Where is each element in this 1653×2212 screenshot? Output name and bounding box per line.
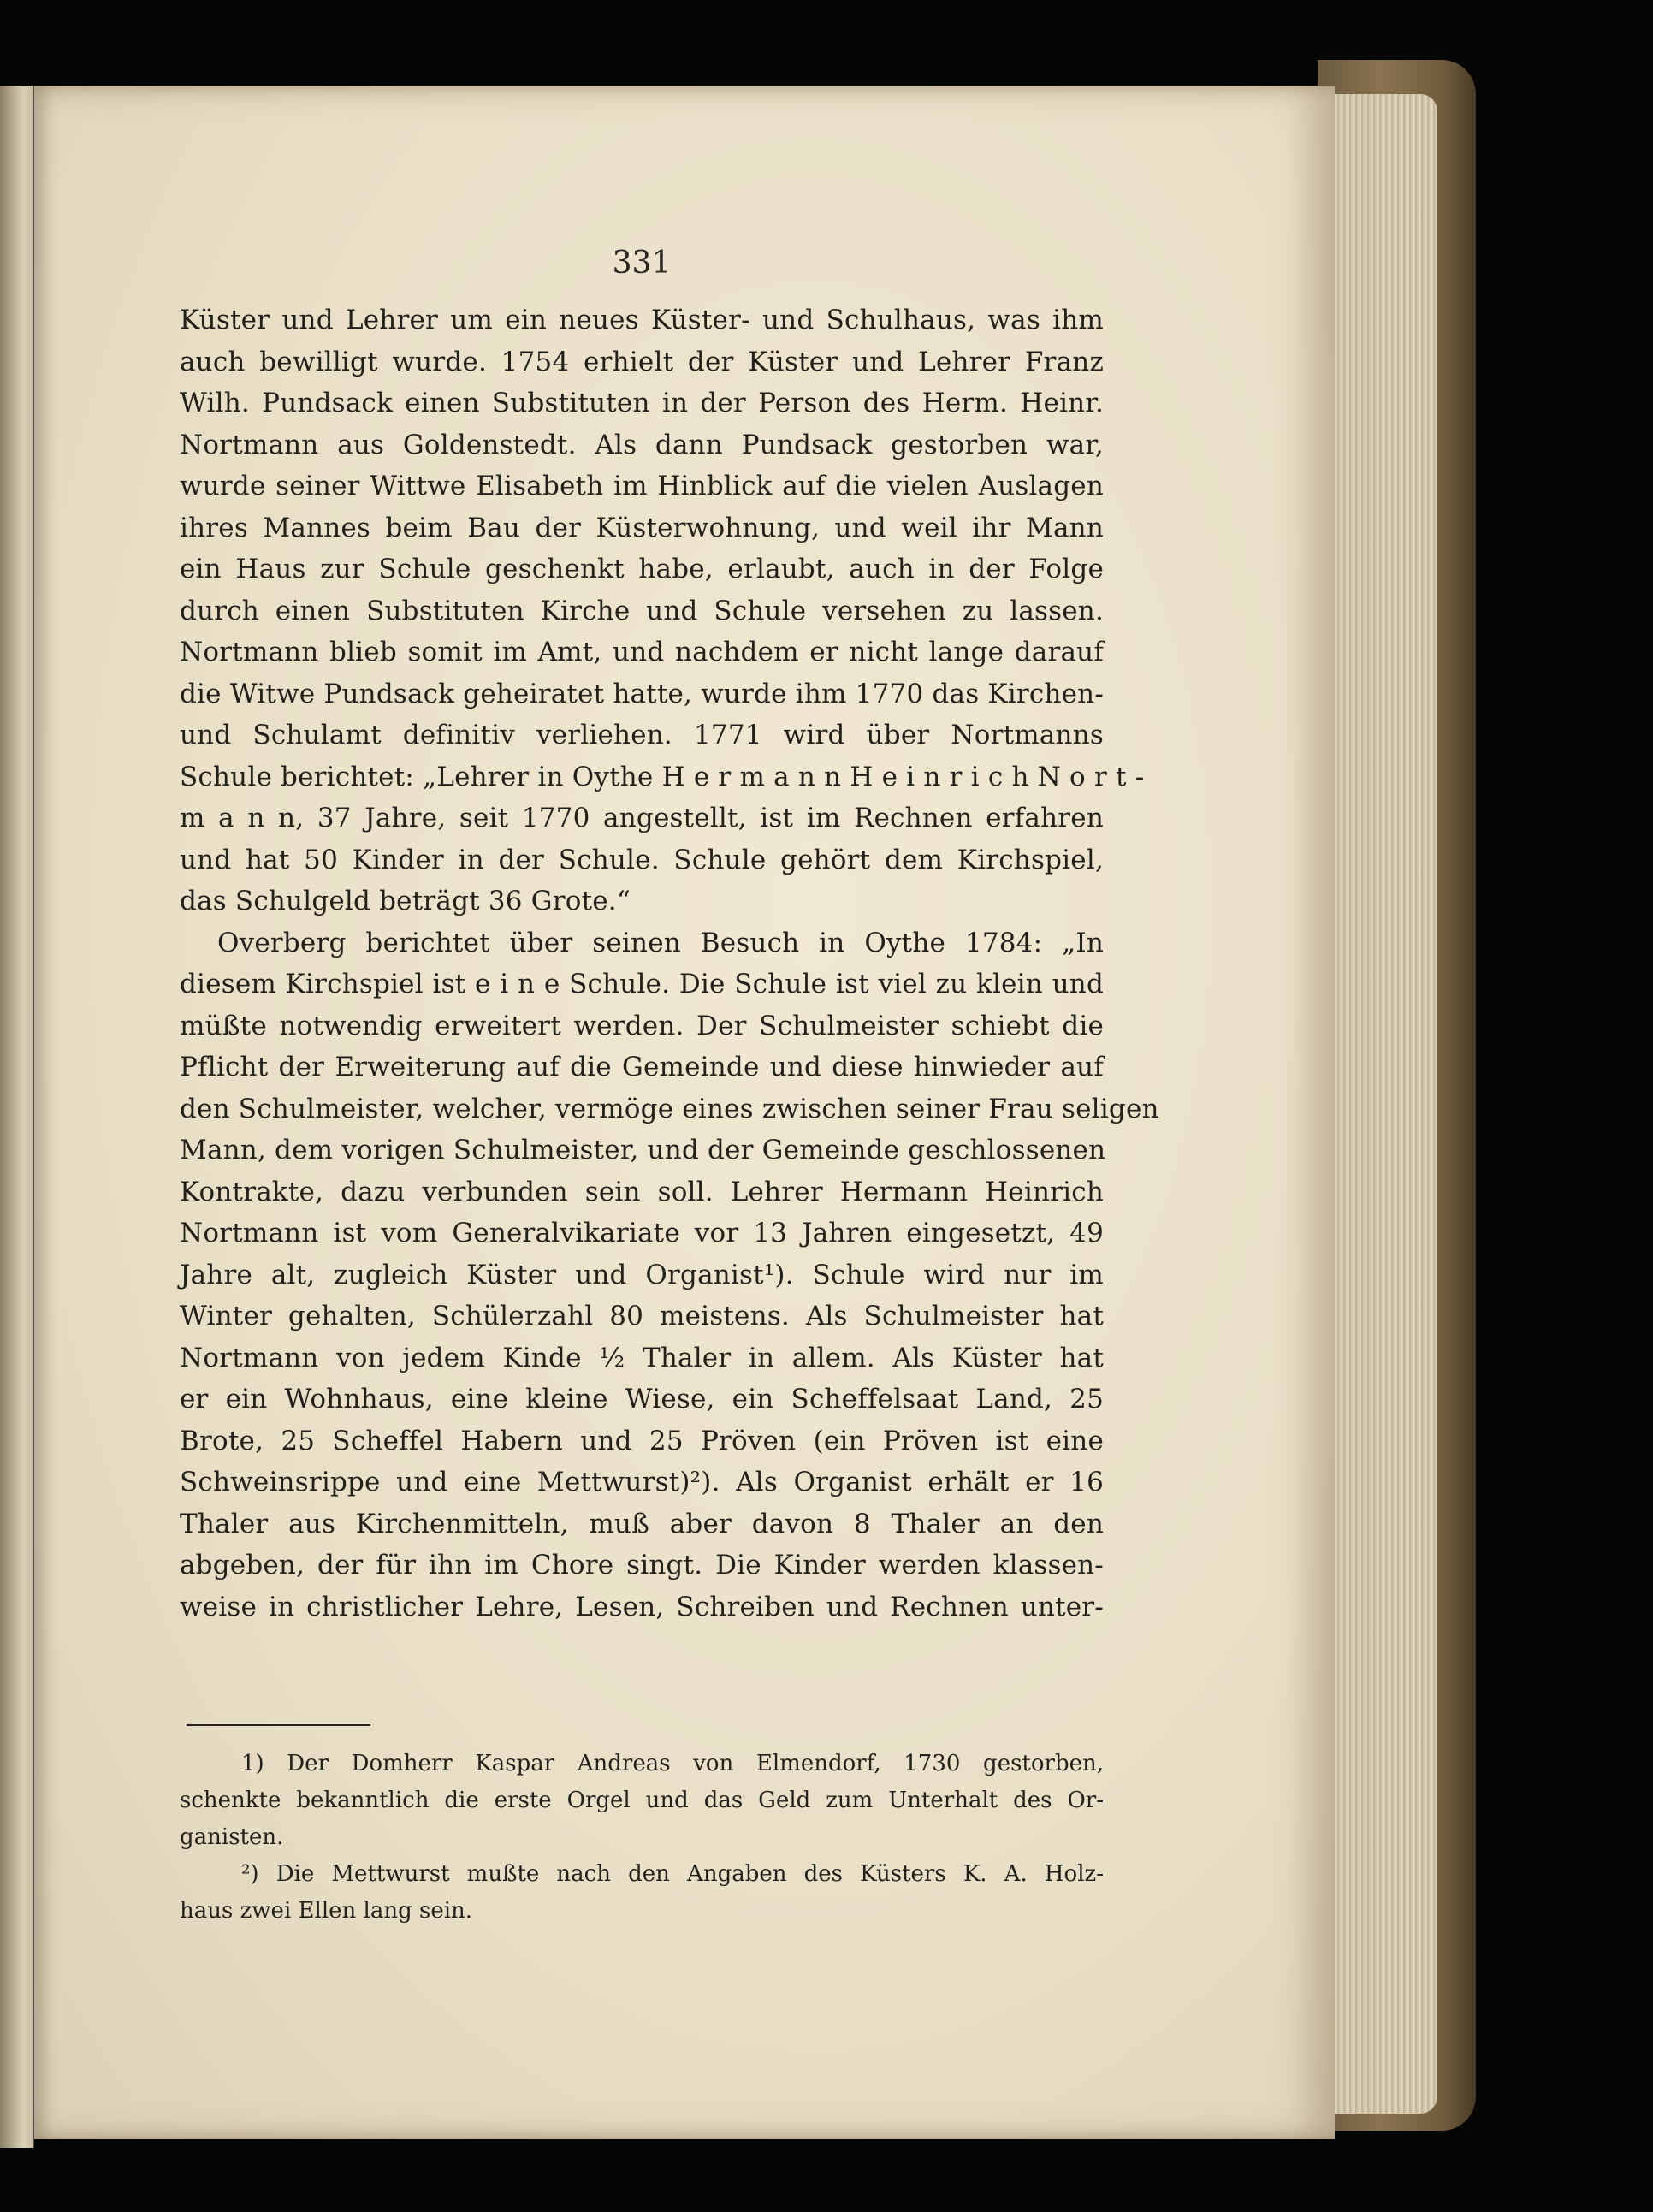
text-line: und hat 50 Kinder in der Schule. Schule gehört dem Kirchspiel, (180, 844, 1104, 875)
body-text (180, 299, 1159, 1628)
text-line: Nortmann von jedem Kinde ½ Thaler in allem. Als Küster hat (180, 1342, 1104, 1373)
footnote-line: ²) Die Mettwurst mußte nach den Angaben des Küsters K. A. Holz- (241, 1861, 1104, 1887)
page-number: 331 (612, 246, 672, 281)
book-page (34, 86, 1335, 2139)
text-line: Overberg berichtet über seinen Besuch in Oythe 1784: „In (217, 927, 1104, 958)
text-line: die Witwe Pundsack geheiratet hatte, wurde ihm 1770 das Kirchen- (180, 678, 1104, 709)
text-line: Brote, 25 Scheffel Habern und 25 Pröven (ein Pröven ist eine (180, 1425, 1104, 1456)
footnotes (180, 1746, 1104, 1930)
text-line: ein Haus zur Schule geschenkt habe, erlaubt, auch in der Folge (180, 554, 1104, 584)
text-line: Mann, dem vorigen Schulmeister, und der Gemeinde geschlossenen (180, 1135, 1106, 1165)
text-line: den Schulmeister, welcher, vermöge eines zwischen seiner Frau seligen (180, 1093, 1159, 1124)
footnote-line: ganisten. (180, 1824, 284, 1850)
text-line: Kontrakte, dazu verbunden sein soll. Lehrer Hermann Heinrich (180, 1176, 1104, 1207)
text-line: Thaler aus Kirchenmitteln, muß aber davon 8 Thaler an den (180, 1508, 1104, 1539)
text-line: und Schulamt definitiv verliehen. 1771 wird über Nortmanns (180, 720, 1104, 750)
text-line: er ein Wohnhaus, eine kleine Wiese, ein Scheffelsaat Land, 25 (180, 1384, 1104, 1414)
text-line: müßte notwendig erweitert werden. Der Schulmeister schiebt die (180, 1010, 1104, 1041)
text-line: diesem Kirchspiel ist e i n e Schule. Die Schule ist viel zu klein und (180, 969, 1104, 999)
text-line: Schule berichtet: „Lehrer in Oythe H e r m a n n H e i n r i c h N o r t - (180, 761, 1145, 792)
text-line: durch einen Substituten Kirche und Schule versehen zu lassen. (180, 595, 1104, 626)
text-line: das Schulgeld beträgt 36 Grote.“ (180, 886, 631, 916)
footnote-line: 1) Der Domherr Kaspar Andreas von Elmendorf, 1730 gestorben, (241, 1751, 1104, 1776)
page-stack-edge (1322, 94, 1437, 2114)
text-line: wurde seiner Wittwe Elisabeth im Hinblick auf die vielen Auslagen (180, 471, 1104, 501)
text-line: abgeben, der für ihn im Chore singt. Die Kinder werden klassen- (180, 1550, 1104, 1580)
text-line: Jahre alt, zugleich Küster und Organist¹). Schule wird nur im (180, 1259, 1104, 1290)
text-line: Nortmann aus Goldenstedt. Als dann Pundsack gestorben war, (180, 429, 1104, 460)
left-page-edge (0, 86, 34, 2148)
text-line: Pflicht der Erweiterung auf die Gemeinde und diese hinwieder auf (180, 1052, 1104, 1082)
text-line: weise in christlicher Lehre, Lesen, Schreiben und Rechnen unter- (180, 1591, 1104, 1622)
text-line: Küster und Lehrer um ein neues Küster- und Schulhaus, was ihm (180, 305, 1104, 335)
text-line: m a n n, 37 Jahre, seit 1770 angestellt, ist im Rechnen erfahren (180, 803, 1104, 833)
text-line: ihres Mannes beim Bau der Küsterwohnung, und weil ihr Mann (180, 512, 1104, 543)
text-line: Nortmann blieb somit im Amt, und nachdem er nicht lange darauf (180, 637, 1104, 667)
footnote-line: schenkte bekanntlich die erste Orgel und das Geld zum Unterhalt des Or- (180, 1788, 1104, 1813)
text-line: Wilh. Pundsack einen Substituten in der Person des Herm. Heinr. (180, 388, 1104, 418)
footnote-line: haus zwei Ellen lang sein. (180, 1898, 473, 1924)
text-line: Schweinsrippe und eine Mettwurst)²). Als Organist erhält er 16 (180, 1467, 1104, 1497)
text-line: auch bewilligt wurde. 1754 erhielt der Küster und Lehrer Franz (180, 346, 1104, 377)
footnote-rule (187, 1724, 370, 1726)
text-line: Nortmann ist vom Generalvikariate vor 13 Jahren eingesetzt, 49 (180, 1218, 1104, 1248)
text-line: Winter gehalten, Schülerzahl 80 meistens. Als Schulmeister hat (180, 1301, 1104, 1331)
